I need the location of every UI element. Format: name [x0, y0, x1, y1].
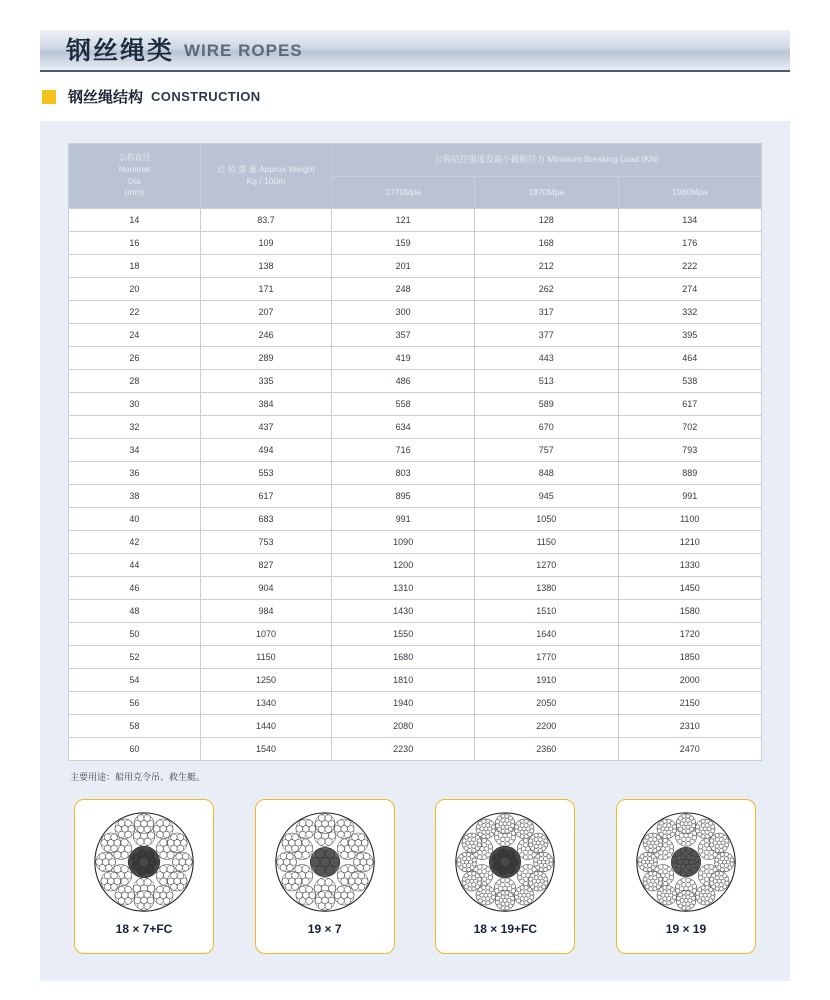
cell-nominal-dia: 60 — [69, 738, 201, 761]
table-row — [69, 485, 762, 508]
header-weight-cn: 近 似 重 量 — [217, 165, 257, 175]
rope-figure-label: 19 × 7 — [307, 922, 342, 936]
header-weight-en: Approx Weight — [259, 164, 315, 175]
header-grade-1770: 1770Mpa — [332, 176, 475, 209]
cell-load-1870: 212 — [475, 255, 618, 278]
cell-load-1770: 357 — [332, 324, 475, 347]
cell-approx-weight: 494 — [200, 439, 332, 462]
rope-figure-card — [255, 799, 395, 954]
header-nominal-dia-en: Nominal — [118, 164, 150, 175]
cell-load-1870: 670 — [475, 416, 618, 439]
cell-load-1960: 617 — [618, 393, 762, 416]
cell-load-1770: 558 — [332, 393, 475, 416]
cell-load-1770: 419 — [332, 347, 475, 370]
cell-load-1870: 1770 — [475, 646, 618, 669]
cell-nominal-dia: 24 — [69, 324, 201, 347]
cell-load-1960: 1210 — [618, 531, 762, 554]
header-nominal-dia-en2: Dia — [127, 175, 141, 186]
table-row — [69, 301, 762, 324]
rope-cross-section-18x7fc-icon — [85, 808, 203, 920]
content-panel — [40, 121, 790, 981]
cell-nominal-dia: 50 — [69, 623, 201, 646]
cell-load-1770: 716 — [332, 439, 475, 462]
cell-nominal-dia: 28 — [69, 370, 201, 393]
table-row — [69, 278, 762, 301]
cell-load-1960: 332 — [618, 301, 762, 324]
cell-load-1770: 1200 — [332, 554, 475, 577]
cell-load-1870: 945 — [475, 485, 618, 508]
rope-figure-label: 18 × 7+FC — [115, 922, 173, 936]
cell-load-1870: 1380 — [475, 577, 618, 600]
table-row — [69, 439, 762, 462]
cell-load-1960: 702 — [618, 416, 762, 439]
table-row — [69, 508, 762, 531]
cell-load-1870: 2200 — [475, 715, 618, 738]
cell-approx-weight: 1250 — [200, 669, 332, 692]
header-nominal-dia — [69, 144, 201, 209]
rope-figure-card — [616, 799, 756, 954]
cell-load-1870: 589 — [475, 393, 618, 416]
cell-load-1770: 2230 — [332, 738, 475, 761]
table-row — [69, 232, 762, 255]
table-head — [69, 144, 762, 209]
header-approx-weight — [200, 144, 332, 209]
cell-load-1960: 395 — [618, 324, 762, 347]
cell-approx-weight: 617 — [200, 485, 332, 508]
cell-load-1770: 486 — [332, 370, 475, 393]
cell-approx-weight: 683 — [200, 508, 332, 531]
rope-cross-section-18x19fc-icon — [446, 808, 564, 920]
cell-nominal-dia: 20 — [69, 278, 201, 301]
cell-load-1870: 757 — [475, 439, 618, 462]
rope-figure-card — [435, 799, 575, 954]
cell-approx-weight: 904 — [200, 577, 332, 600]
cell-approx-weight: 1540 — [200, 738, 332, 761]
table-row — [69, 577, 762, 600]
cell-approx-weight: 1440 — [200, 715, 332, 738]
cell-approx-weight: 207 — [200, 301, 332, 324]
cell-load-1770: 1430 — [332, 600, 475, 623]
cell-approx-weight: 171 — [200, 278, 332, 301]
cell-load-1870: 317 — [475, 301, 618, 324]
cell-load-1770: 634 — [332, 416, 475, 439]
cell-load-1960: 793 — [618, 439, 762, 462]
usage-note: 主要用途：船用克令吊、救生艇。 — [70, 773, 206, 783]
cell-nominal-dia: 16 — [69, 232, 201, 255]
table-row — [69, 531, 762, 554]
cell-load-1870: 1910 — [475, 669, 618, 692]
cell-load-1870: 1270 — [475, 554, 618, 577]
cell-nominal-dia: 46 — [69, 577, 201, 600]
rope-cross-section-19x7-icon — [266, 808, 384, 920]
table-row — [69, 370, 762, 393]
cell-nominal-dia: 54 — [69, 669, 201, 692]
cell-nominal-dia: 18 — [69, 255, 201, 278]
cell-approx-weight: 1340 — [200, 692, 332, 715]
cell-load-1870: 1510 — [475, 600, 618, 623]
cell-nominal-dia: 48 — [69, 600, 201, 623]
cell-approx-weight: 109 — [200, 232, 332, 255]
cell-nominal-dia: 42 — [69, 531, 201, 554]
cell-load-1960: 1850 — [618, 646, 762, 669]
table-row — [69, 324, 762, 347]
rope-figure-label: 18 × 19+FC — [473, 922, 537, 936]
cell-nominal-dia: 40 — [69, 508, 201, 531]
header-weight-unit: Kg / 100m — [246, 176, 286, 187]
cell-nominal-dia: 36 — [69, 462, 201, 485]
cell-load-1960: 2470 — [618, 738, 762, 761]
cell-load-1960: 176 — [618, 232, 762, 255]
cell-approx-weight: 246 — [200, 324, 332, 347]
cell-nominal-dia: 14 — [69, 209, 201, 232]
header-breaking-load-group: 公称抗拉强度及最小破断拉力 Minimum Breaking Load (KN) — [332, 144, 762, 177]
cell-approx-weight: 753 — [200, 531, 332, 554]
cell-approx-weight: 1150 — [200, 646, 332, 669]
cell-load-1770: 300 — [332, 301, 475, 324]
cell-approx-weight: 437 — [200, 416, 332, 439]
cell-load-1770: 991 — [332, 508, 475, 531]
cell-load-1960: 1100 — [618, 508, 762, 531]
cell-load-1960: 2150 — [618, 692, 762, 715]
cell-nominal-dia: 52 — [69, 646, 201, 669]
cell-load-1960: 134 — [618, 209, 762, 232]
table-row — [69, 347, 762, 370]
cell-load-1960: 2000 — [618, 669, 762, 692]
header-nominal-dia-cn: 公称直径 — [118, 153, 151, 163]
cell-load-1960: 1330 — [618, 554, 762, 577]
cell-load-1960: 1450 — [618, 577, 762, 600]
table-row — [69, 255, 762, 278]
banner-title-cn: 钢丝绳类 — [66, 35, 175, 65]
cell-load-1770: 803 — [332, 462, 475, 485]
cell-load-1770: 1090 — [332, 531, 475, 554]
header-grade-1870: 1870Mpa — [475, 176, 618, 209]
rope-figure-card — [74, 799, 214, 954]
rope-cross-section-19x19-icon — [627, 808, 745, 920]
table-row — [69, 623, 762, 646]
cell-load-1870: 377 — [475, 324, 618, 347]
header-grade-1960: 1960Mpa — [618, 176, 762, 209]
table-row — [69, 462, 762, 485]
cell-nominal-dia: 34 — [69, 439, 201, 462]
cell-load-1770: 1810 — [332, 669, 475, 692]
cell-load-1960: 991 — [618, 485, 762, 508]
table-row — [69, 692, 762, 715]
table-row — [69, 554, 762, 577]
cell-load-1960: 464 — [618, 347, 762, 370]
cell-load-1870: 513 — [475, 370, 618, 393]
cell-load-1770: 248 — [332, 278, 475, 301]
cell-load-1770: 121 — [332, 209, 475, 232]
cell-nominal-dia: 26 — [69, 347, 201, 370]
cell-load-1960: 222 — [618, 255, 762, 278]
cell-approx-weight: 984 — [200, 600, 332, 623]
cell-nominal-dia: 58 — [69, 715, 201, 738]
cell-nominal-dia: 56 — [69, 692, 201, 715]
cell-nominal-dia: 22 — [69, 301, 201, 324]
header-nominal-dia-unit: (mm) — [124, 187, 145, 198]
table-row — [69, 646, 762, 669]
cell-load-1960: 1580 — [618, 600, 762, 623]
rope-figure-label: 19 × 19 — [665, 922, 707, 936]
cell-load-1960: 889 — [618, 462, 762, 485]
page-banner — [40, 30, 790, 72]
cell-load-1770: 2080 — [332, 715, 475, 738]
cell-load-1770: 159 — [332, 232, 475, 255]
table-row — [69, 669, 762, 692]
cell-load-1870: 443 — [475, 347, 618, 370]
square-bullet-icon — [42, 90, 56, 104]
cell-nominal-dia: 44 — [69, 554, 201, 577]
cell-load-1870: 262 — [475, 278, 618, 301]
cell-approx-weight: 83.7 — [200, 209, 332, 232]
cell-load-1870: 128 — [475, 209, 618, 232]
cell-load-1770: 1940 — [332, 692, 475, 715]
cell-load-1960: 538 — [618, 370, 762, 393]
section-heading — [40, 86, 790, 107]
cell-approx-weight: 138 — [200, 255, 332, 278]
table-row — [69, 209, 762, 232]
table-row — [69, 600, 762, 623]
cell-load-1870: 168 — [475, 232, 618, 255]
cell-approx-weight: 335 — [200, 370, 332, 393]
cell-load-1960: 2310 — [618, 715, 762, 738]
specification-table — [68, 143, 762, 761]
cell-approx-weight: 827 — [200, 554, 332, 577]
table-header-row-1 — [69, 144, 762, 177]
rope-figure-list — [68, 799, 762, 954]
cell-approx-weight: 553 — [200, 462, 332, 485]
cell-load-1770: 1680 — [332, 646, 475, 669]
table-row — [69, 393, 762, 416]
cell-load-1870: 2050 — [475, 692, 618, 715]
cell-load-1960: 274 — [618, 278, 762, 301]
cell-load-1960: 1720 — [618, 623, 762, 646]
banner-title-en: WIRE ROPES — [184, 40, 303, 60]
section-title-cn: 钢丝绳结构 — [68, 88, 144, 106]
cell-approx-weight: 384 — [200, 393, 332, 416]
cell-load-1770: 1310 — [332, 577, 475, 600]
cell-approx-weight: 289 — [200, 347, 332, 370]
cell-load-1770: 201 — [332, 255, 475, 278]
table-body — [69, 209, 762, 761]
section-title-en: CONSTRUCTION — [151, 89, 261, 104]
table-row — [69, 416, 762, 439]
cell-load-1870: 848 — [475, 462, 618, 485]
cell-load-1870: 1050 — [475, 508, 618, 531]
cell-load-1870: 2360 — [475, 738, 618, 761]
cell-nominal-dia: 32 — [69, 416, 201, 439]
cell-load-1870: 1150 — [475, 531, 618, 554]
table-row — [69, 738, 762, 761]
cell-load-1770: 895 — [332, 485, 475, 508]
table-row — [69, 715, 762, 738]
cell-load-1770: 1550 — [332, 623, 475, 646]
cell-load-1870: 1640 — [475, 623, 618, 646]
cell-nominal-dia: 30 — [69, 393, 201, 416]
cell-nominal-dia: 38 — [69, 485, 201, 508]
cell-approx-weight: 1070 — [200, 623, 332, 646]
